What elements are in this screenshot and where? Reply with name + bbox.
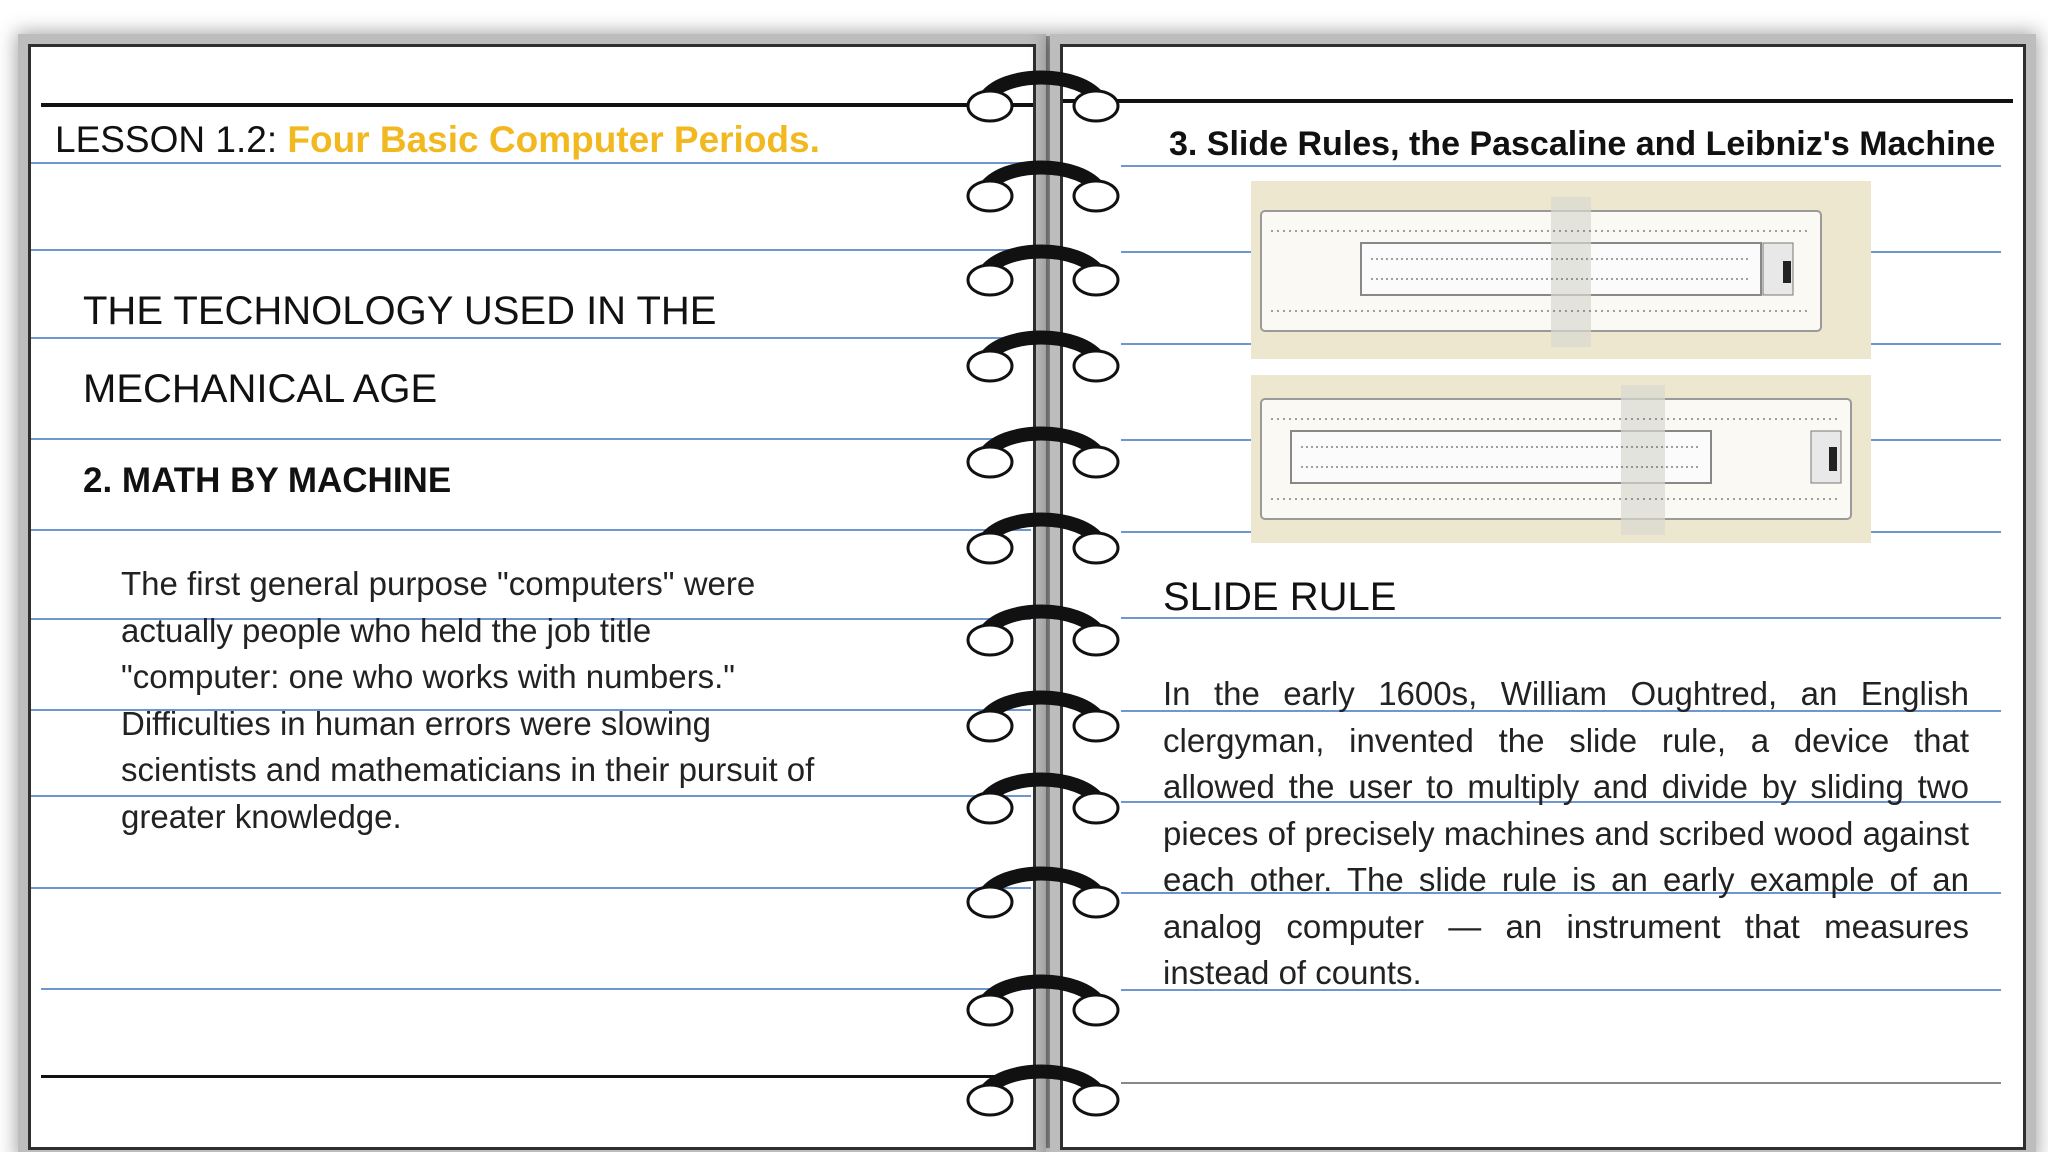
slide-rule-icon: [1251, 375, 1871, 543]
ruled-line: [1121, 165, 2001, 167]
heading-line-2: MECHANICAL AGE: [83, 367, 438, 411]
ruled-line: [31, 162, 1031, 164]
slide-rule-heading: SLIDE RULE: [1163, 575, 1397, 619]
spiral-ring-icon: [962, 766, 1122, 836]
spiral-ring-icon: [962, 1058, 1122, 1128]
paragraph-line: scientists and mathematicians in their pursuit of: [121, 751, 815, 788]
paragraph-line: actually people who held the job title: [121, 611, 652, 649]
spiral-ring-icon: [962, 968, 1122, 1038]
slide-rule-paragraph: In the early 1600s, William Oughtred, an English clergyman, invented the slide rule, a device that allowed the user to multiply and divide by sliding two pieces of precisely machines and scribed wood against each other. The slide rule is an early example of an analog computer — an instrument that measures instead of counts.: [1163, 675, 1969, 991]
lesson-header: [55, 119, 820, 161]
spiral-ring-icon: [962, 506, 1122, 576]
section-title-math-by-machine: 2. MATH BY MACHINE: [83, 461, 452, 500]
ruled-line: [31, 887, 1031, 889]
paragraph-line: Difficulties in human errors were slowing: [121, 704, 711, 742]
heading-line-1: THE TECHNOLOGY USED IN THE: [83, 289, 717, 333]
section-title-slide-rules: 3. Slide Rules, the Pascaline and Leibniz's Machine: [1169, 125, 1996, 163]
slide-rule-photo-bottom: [1251, 375, 1871, 543]
math-by-machine-paragraph: [121, 561, 1001, 840]
left-notebook-page: [28, 44, 1036, 1150]
spiral-ring-icon: [962, 238, 1122, 308]
spiral-ring-icon: [962, 684, 1122, 754]
header-rule: [1063, 99, 2013, 103]
spiral-ring-icon: [962, 598, 1122, 668]
spiral-ring-icon: [962, 324, 1122, 394]
spiral-ring-icon: [962, 64, 1122, 134]
paragraph-line: The first general purpose "computers" were: [121, 565, 756, 602]
spiral-ring-icon: [962, 154, 1122, 224]
ruled-line: [41, 988, 1031, 990]
spiral-ring-icon: [962, 860, 1122, 930]
right-notebook-page: [1060, 44, 2026, 1150]
lesson-prefix: LESSON 1.2:: [55, 119, 288, 160]
header-rule: [41, 103, 1033, 107]
slide-rule-icon: [1251, 181, 1871, 359]
ruled-line: [1121, 1082, 2001, 1084]
ruled-line: [31, 438, 1031, 440]
footer-rule: [41, 1075, 1031, 1078]
slide-rule-photo-top: [1251, 181, 1871, 359]
paragraph-line: "computer: one who works with numbers.": [121, 658, 736, 695]
ruled-line: [31, 337, 1031, 339]
paragraph-line: greater knowledge.: [121, 797, 402, 835]
ruled-line: [31, 529, 1031, 531]
ruled-line: [31, 249, 1031, 251]
lesson-title: Four Basic Computer Periods.: [287, 119, 820, 160]
spiral-ring-icon: [962, 420, 1122, 490]
